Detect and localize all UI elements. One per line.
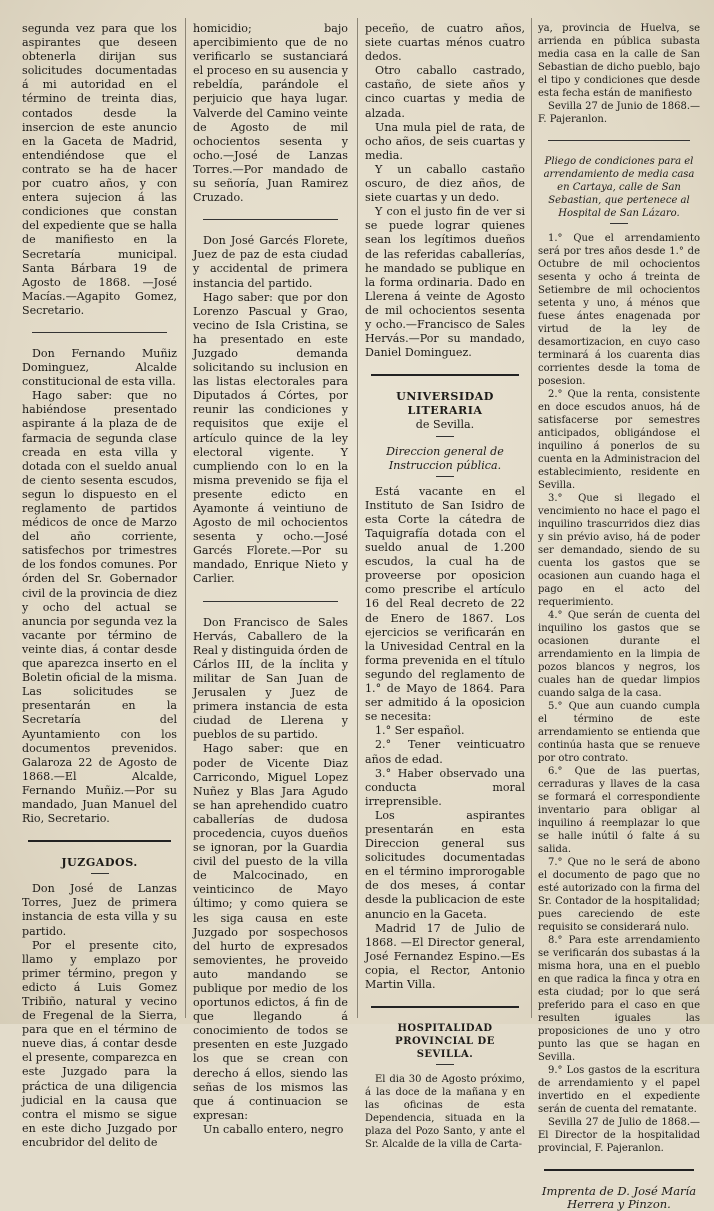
separator: [28, 840, 171, 842]
direccion-heading: Direccion general de Instruccion pública.: [386, 444, 504, 472]
subasta-notice-cont: ya, provincia de Huelva, se arrienda en pública subasta media casa en la calle de San Sebastian de dicho pueblo, bajo el tipo y condiciones que desde esta fecha están de manifiesto: [538, 23, 700, 99]
aspirantes-notice: Los aspirantes presentarán en esta Direccion general sus solicitudes documentadas en el término improrogable de dos meses, á contar desde la publicacion de este anuncio en la Gaceta.: [365, 808, 525, 921]
separator: [544, 1169, 694, 1171]
taquigrafia-notice: Está vacante en el Instituto de San Isidro de esta Corte la cátedra de Taquigrafía dotada con el sueldo anual de 1.200 escudos, la cual ha de proveerse por oposicion como prescribe el artículo 16 del Real decreto de 22 de Enero de 1867. Los ejercicios se verificarán en la Univesidad Central en la forma prevenida en el título segundo del reglamento de 1.° de Mayo de 1864. Para ser admitido á la oposicion se necesita:: [365, 484, 525, 724]
condition-6: 6.° Que de las puertas, cerraduras y llaves de la casa se formará el correspondiente inventario para obligar al inquilino á reemplazar lo que se halle inútil ó falte á su salida.: [538, 766, 700, 855]
subasta-notice: El dia 30 de Agosto próximo, á las doce de la mañana y en las oficinas de esta Dependencia, situada en la plaza del Pozo Santo, y ante el Sr. Alcalde de la villa de Carta-: [365, 1074, 525, 1151]
hospitalidad-heading: HOSPITALIDAD PROVINCIAL DE: [395, 1023, 495, 1048]
separator: [371, 374, 519, 376]
condition-5: 5.° Que aun cuando cumpla el término de este arrendamiento se entienda que continúa hasta que se renueve por otro contrato.: [538, 701, 700, 764]
separator: [548, 140, 690, 141]
condition-1: 1.° Que el arrendamiento será por tres años desde 1.° de Octubre de mil ochocientos sesenta y ocho á treinta de Setiembre de mil ochocientos setenta y uno, á ménos que fuese ántes enagenada por virtud de la ley de desamortizacion, en cuyo caso terminará á los cuarenta dias corrientes desde la toma de posesion.: [538, 233, 700, 387]
small-rule: [436, 476, 454, 477]
small-rule: [436, 436, 454, 437]
horse-description: Y un caballo castaño oscuro, de diez años, de siete cuartas y un dedo.: [365, 162, 525, 205]
galaroza-notice: Hago saber: que no habiéndose presentado aspirante á la plaza de de farmacia de segunda clase creada en esta villa y dotada con el sueldo anual de ciento sesenta escudos, segun lo dispuesto en el reglamento de partidos médicos de once de Marzo del año corriente, satisfechos por trimestres de los fondos comunes. Por órden del Sr. Gobernador civil de la provincia de diez y ocho del actual se anuncia por segunda vez la vacante por término de veinte dias, á contar desde que aparezca inserto en el Boletin oficial de la misma. Las solicitudes se presentarán en la Secretaría del Ayuntamiento con los documentos prevenidos. Galaroza 22 de Agosto de 1868.—El Alcalde, Fernando Muñiz.—Por su mandado, Juan Manuel del Rio, Secretario.: [22, 389, 177, 826]
garces-heading: Don José Garcés Florete, Juez de paz de esta ciudad y accidental de primera instancia del partido.: [193, 234, 348, 290]
small-rule: [91, 873, 109, 874]
condition-7: 7.° Que no le será de abono el documento de pago que no esté autorizado con la firma del Sr. Contador de la hospitalidad; pues careciendo de este requisito se considerará nulo.: [538, 857, 700, 933]
separator: [371, 1006, 519, 1008]
imprenta-footer: Imprenta de D. José María Herrera y Pinzon.: [541, 1184, 697, 1211]
column-divider: [357, 18, 358, 1018]
column-1: [22, 22, 177, 1149]
horse-description: peceño, de cuatro años, siete cuartas ménos cuatro dedos.: [365, 22, 525, 64]
pliego-heading: Pliego de condiciones para el arrendamiento de media casa en Cartaya, calle de San Sebastian, que pertenece al Hospital de San Lázaro.: [543, 156, 695, 219]
condition-9: 9.° Los gastos de la escritura de arrendamiento y el papel invertido en el expediente serán de cuenta del rematante.: [538, 1065, 700, 1115]
garces-notice: Hago saber: que por don Lorenzo Pascual y Grao, vecino de Isla Cristina, se ha presentado en este Juzgado demanda solicitando su inclusion en las listas electorales para Diputados á Córtes, por reunir las condiciones y requisitos que exije el artículo quince de la ley electoral vigente. Y cumpliendo con lo en la misma prevenido se fija el presente edicto en Ayamonte á veintiuno de Agosto de mil ochocientos sesenta y ocho.—José Garcés Florete.—Por su mandado, Enrique Nieto y Carlier.: [193, 290, 348, 586]
galaroza-heading: Don Fernando Muñiz Dominguez, Alcalde constitucional de esta villa.: [22, 346, 177, 389]
requirement-3: 3.° Haber observado una conducta moral irreprensible.: [365, 766, 525, 808]
hervas-heading: Don Francisco de Sales Hervás, Caballero de la Real y distinguida órden de Cárlos III, de la ínclita y militar de San Juan de Jerusalen y Juez de primera instancia de esta ciudad de Llerena y pueblos de su partido.: [193, 615, 348, 742]
column-3: [365, 22, 525, 1151]
condition-3: 3.° Que si llegado el vencimiento no hace el pago el inquilino trascurridos diez dias y sin prévio aviso, há de poder ser demandado, siendo de su cuenta los gastos que se ocasionen aun cuando haga el pago en el acto del requerimiento.: [538, 493, 700, 608]
condition-2: 2.° Que la renta, consistente en doce escudos anuos, há de satisfacerse por semestres anticipados, obligándose el inquilino á ponerlos de su cuenta en la Administracion del establecimiento, residente en Sevilla.: [538, 389, 700, 491]
lanzas-notice-cont: homicidio; bajo apercibimiento que de no verificarlo se sustanciará el proceso en su ausencia y rebeldía, parándole el perjuicio que haya lugar. Valverde del Camino veinte de Agosto de mil ochocientos sesenta y ocho.—José de Lanzas Torres.—Por mandado de su señoría, Juan Ramirez Cruzado.: [193, 22, 348, 205]
hervas-notice: Hago saber: que en poder de Vicente Diaz Carricondo, Miguel Lopez Nuñez y Blas Jara Agudo se han aprehendido cuatro caballerías de dudosa procedencia, cuyos dueños se ignoran, por la Guardia civil del puesto de la villa de Malcocinado, en veinticinco de Mayo último; y como quiera se les siga causa en este Juzgado por sospechosos del hurto de expresados semovientes, he proveido auto mandando se publique por medio de los oportunos edictos, á fin de que llegando á conocimiento de todos se presenten en este Juzgado los que se crean con derecho á ellos, siendo las señas de los mismos las que á continuacion se expresan:: [193, 742, 348, 1122]
separator: [203, 219, 338, 220]
universidad-subheading: de Sevilla.: [415, 418, 475, 432]
separator: [32, 332, 167, 333]
mule-description: Una mula piel de rata, de ocho años, de seis cuartas y media.: [365, 120, 525, 162]
column-divider: [531, 18, 532, 1018]
requirement-1: 1.° Ser español.: [375, 724, 465, 738]
small-rule: [610, 223, 628, 224]
sevilla-julio-signature: Sevilla 27 de Julio de 1868.— El Director de la hospitalidad provincial, F. Pajeranlon.: [538, 1117, 700, 1154]
condition-4: 4.° Que serán de cuenta del inquilino los gastos que se ocasionen durante el arrendamiento en la limpia de pozos blancos y negros, los cuales han de quedar limpios cuando salga de la casa.: [538, 610, 700, 699]
hospitalidad-subheading: SEVILLA.: [416, 1049, 474, 1061]
column-divider: [185, 18, 186, 1018]
madrid-signature: Madrid 17 de Julio de 1868. —El Director general, José Fernandez Espino.—Es copia, el Rector, Antonio Martin Villa.: [365, 921, 525, 991]
hervas-notice-item: Un caballo entero, negro: [203, 1122, 344, 1136]
lanzas-heading: Don José de Lanzas Torres, Juez de primera instancia de esta villa y su partido.: [22, 882, 177, 938]
small-rule: [436, 1064, 454, 1065]
horse-description: Otro caballo castrado, castaño, de siete años y cinco cuartas y media de alzada.: [365, 64, 525, 120]
condition-8: 8.° Para este arrendamiento se verificarán dos subastas á la misma hora, una en el pueblo en que radica la finca y otra en esta ciudad; por lo que será preferido para el caso en que resulten iguales las proposiciones de uno y otro punto las que se hagan en Sevilla.: [538, 935, 700, 1063]
column-4: [538, 22, 700, 1211]
requirement-2: 2.° Tener veinticuatro años de edad.: [365, 738, 525, 766]
juzgados-heading: JUZGADOS.: [61, 856, 138, 870]
separator: [203, 601, 338, 602]
universidad-heading: UNIVERSIDAD LITERARIA: [396, 390, 494, 418]
llerena-notice-end: Y con el justo fin de ver si se puede lograr quienes sean los legítimos dueños de las referidas caballerías, he mandado se publique en la forma ordinaria. Dado en Llerena á veinte de Agosto de mil ochocientos sesenta y ocho.—Francisco de Sales Hervás.—Por su mandado, Daniel Dominguez.: [365, 205, 525, 360]
santa-barbara-notice: segunda vez para que los aspirantes que deseen obtenerla dirijan sus solicitudes documentadas á mi autoridad en el término de treinta dias, contados desde la insercion de este anuncio en la Gaceta de Madrid, entendiéndose que el contrato se ha de hacer por cuatro años, y con entera sujecion á las condiciones que constan del expediente que se halla de manifiesto en la Secretaría municipal. Santa Bárbara 19 de Agosto de 1868. —José Macías.—Agapito Gomez, Secretario.: [22, 22, 177, 317]
lanzas-notice: Por el presente cito, llamo y emplazo por primer término, pregon y edicto á Luis Gomez Tribiño, natural y vecino de Fregenal de la Sierra, para que en el término de nueve dias, á contar desde el presente, comparezca en este Juzgado para la práctica de una diligencia judicial en la causa que contra el mismo se sigue en este dicho Juzgado por encubridor del delito de: [22, 938, 177, 1149]
sevilla-junio-signature: Sevilla 27 de Junio de 1868.— F. Pajeranlon.: [538, 101, 700, 125]
column-2: [193, 22, 348, 1136]
